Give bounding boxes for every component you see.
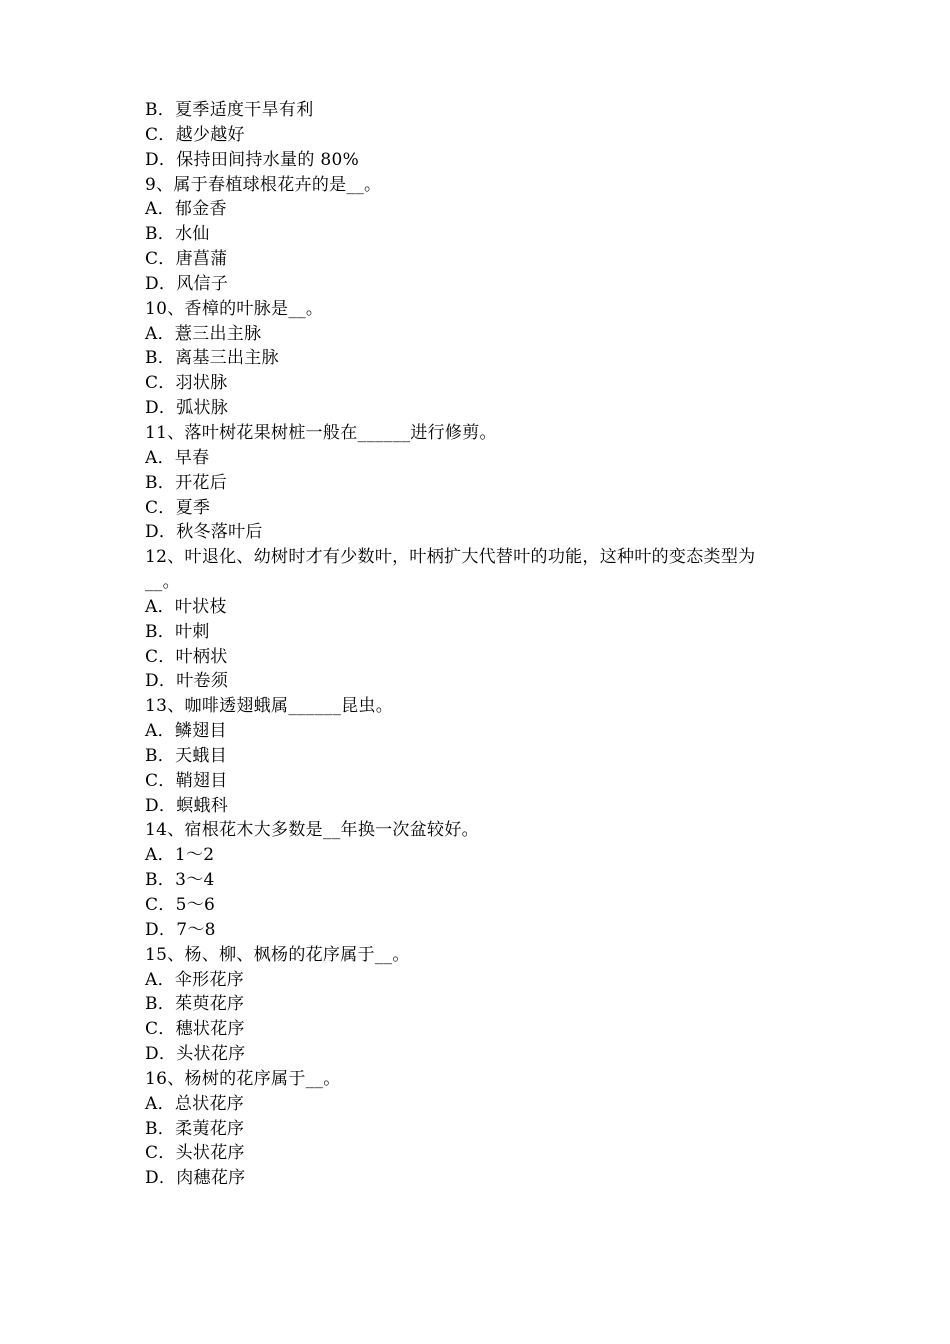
option-line: C．5～6 [145,895,216,915]
question-list [145,98,825,1191]
question-line: 16、杨树的花序属于__。 [145,1068,341,1089]
option-line: B．3～4 [145,870,215,891]
option-line: B．离基三出主脉 [145,348,279,369]
question-line-continued: __。 [145,572,180,593]
option-line: D．风信子 [145,273,229,294]
option-line: A．郁金香 [145,199,227,220]
option-line: A．伞形花序 [145,969,245,990]
option-line: C．唐菖蒲 [145,249,228,270]
option-line: C．叶柄状 [145,646,228,667]
option-line: C．夏季 [145,497,211,518]
option-line: D．保持田间持水量的 80% [145,149,360,170]
question-line: 14、宿根花木大多数是__年换一次盆较好。 [145,820,479,841]
option-line: A．鳞翅目 [145,721,227,742]
option-line: B．柔荑花序 [145,1118,245,1139]
option-line: A．薏三出主脉 [145,323,262,344]
option-line: D．秋冬落叶后 [145,522,263,543]
option-line: D．肉穗花序 [145,1168,246,1189]
option-line: C．越少越好 [145,124,245,145]
option-line: B．开花后 [145,472,227,493]
option-line: B．天蛾目 [145,745,227,766]
option-line: A．叶状枝 [145,596,227,617]
question-line: 12、叶退化、幼树时才有少数叶，叶柄扩大代替叶的功能，这种叶的变态类型为 [145,547,756,568]
option-line: D．叶卷须 [145,671,229,692]
option-line: B．茱萸花序 [145,994,245,1015]
option-line: B．夏季适度干旱有利 [145,100,314,120]
option-line: B．水仙 [145,224,210,245]
option-line: C．羽状脉 [145,373,228,394]
option-line: D．弧状脉 [145,398,229,419]
question-line: 15、杨、柳、枫杨的花序属于__。 [145,944,410,965]
option-line: D．螟蛾科 [145,795,229,816]
option-line: C．头状花序 [145,1143,245,1164]
option-line: D．7～8 [145,919,216,940]
question-line: 9、属于春植球根花卉的是__。 [145,174,382,195]
question-line: 13、咖啡透翅蛾属______昆虫。 [145,696,394,717]
option-line: C．鞘翅目 [145,770,228,791]
option-line: A．早春 [145,447,210,468]
option-line: B．叶刺 [145,621,210,642]
option-line: D．头状花序 [145,1044,246,1065]
option-line: A．1～2 [145,845,215,866]
option-line: A．总状花序 [145,1093,245,1114]
option-line: C．穗状花序 [145,1019,245,1040]
question-line: 11、落叶树花果树桩一般在______进行修剪。 [145,422,497,443]
question-line: 10、香樟的叶脉是__。 [145,298,324,319]
